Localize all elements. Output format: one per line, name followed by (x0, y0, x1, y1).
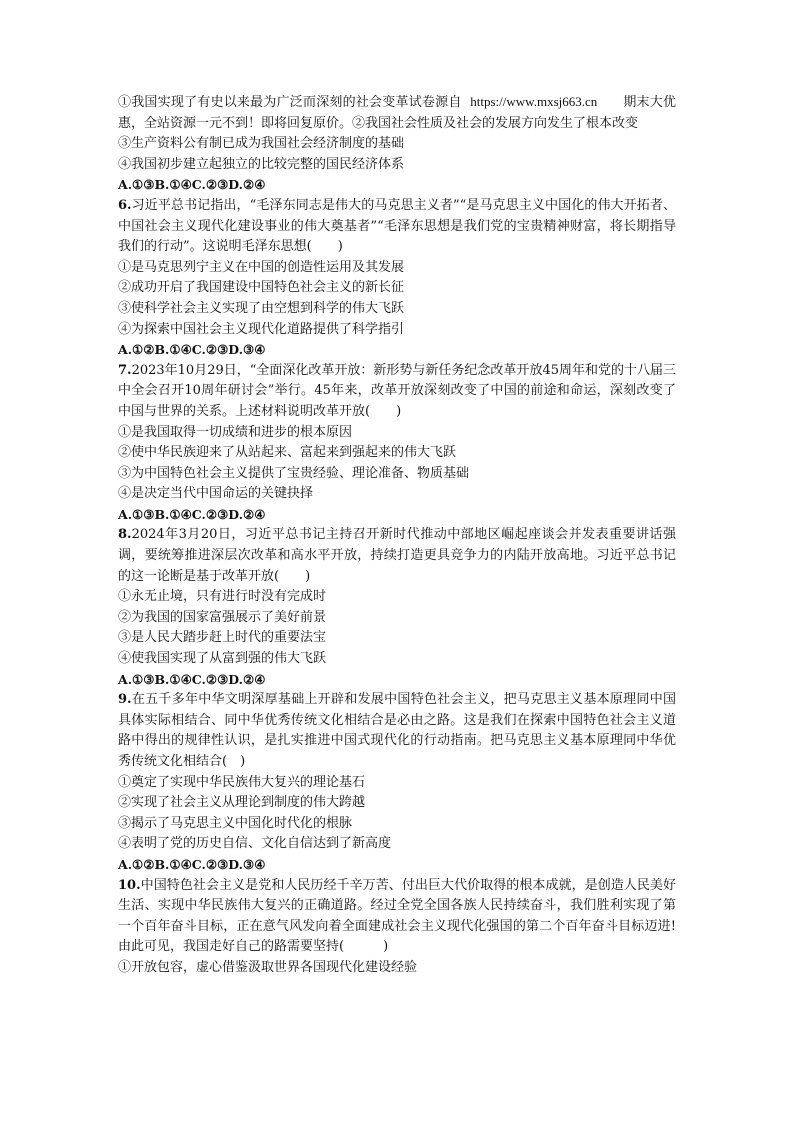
q10-stem-text: 中国特色社会主义是党和人民历经千辛万苦、付出巨大代价取得的根本成就，是创造人民美好生活、实现中华民族伟大复兴的正确道路。经过全党全国各族人民持续奋斗，我们胜利实现了第一个百年奋斗目标，正在意气风发向着全面建成社会主义现代化强国的第二个百年奋斗目标迈进!由此可见，我国走好自己的路需要坚持( ) (118, 877, 676, 955)
q8-stem (118, 525, 676, 587)
q6-number: 6. (118, 197, 132, 213)
q6-option-1: ①是马克思列宁主义在中国的创造性运用及其发展 (118, 259, 405, 275)
watermark-url: https://www.mxsj663.cn (470, 94, 598, 109)
q8-stem-text: 2024年3月20日，习近平总书记主持召开新时代推动中部地区崛起座谈会并发表重要讲话强调，要统筹推进深层次改革和高水平开放，持续打造更具竞争力的内陆开放高地。习近平总书记的这一论断是基于改革开放( ) (118, 527, 676, 584)
q5-option-1-part1: ①我国实现了有史以来最为广泛而深刻的社会变革试卷源自 (118, 95, 462, 110)
q5-options-block (118, 92, 676, 134)
q8-option-2: ②为我国的国家富强展示了美好前景 (118, 609, 327, 625)
q7-stem (118, 361, 676, 423)
q9-stem-text: 在五千多年中华文明深厚基础上开辟和发展中国特色社会主义，把马克思主义基本原理同中国具体实际相结合、同中华优秀传统文化相结合是必由之路。这是我们在探索中国特色社会主义道路中得出的规律性认识，是扎实推进中国式现代化的行动指南。把马克思主义基本原理同中华优秀传统文化相结合( ) (118, 692, 676, 769)
q7-option-4: ④是决定当代中国命运的关键抉择 (118, 486, 314, 502)
q9-option-4: ④表明了党的历史自信、文化自信达到了新高度 (118, 836, 392, 852)
q9-option-1: ①奠定了实现中华民族伟大复兴的理论基石 (118, 774, 366, 790)
q8-answer-choices: A.①③B.①④C.②③D.②④ (118, 671, 266, 687)
q7-stem-text: 2023年10月29日，“全面深化改革开放：新形势与新任务纪念改革开放45周年和党的十八届三中全会召开10周年研讨会”举行。45年来，改革开放深刻改变了中国的前途和命运，深刻改变了中国与世界的关系。上述材料说明改革开放( ) (118, 362, 676, 419)
q6-answer-choices: A.①②B.①④C.②③D.③④ (118, 342, 266, 358)
q8-option-1: ①永无止境，只有进行时没有完成时 (118, 589, 327, 605)
q10-option-1: ①开放包容，虚心借鉴汲取世界各国现代化建设经验 (118, 959, 418, 975)
q6-stem-text: 习近平总书记指出，“毛泽东同志是伟大的马克思主义者”“是马克思主义中国化的伟大开拓者、中国社会主义现代化建设事业的伟大奠基者”“毛泽东思想是我们党的宝贵精神财富，将长期指导我们的行动”。这说明毛泽东思想( ) (118, 197, 676, 255)
q8-option-4: ④使我国实现了从富到强的伟大飞跃 (118, 651, 327, 667)
q10-stem (118, 876, 676, 958)
q9-number: 9. (118, 692, 132, 708)
q7-answer-choices: A.①③B.①④C.②③D.②④ (118, 506, 266, 522)
q5-option-3: ③生产资料公有制已成为我国社会经济制度的基础 (118, 136, 405, 152)
q9-option-2: ②实现了社会主义从理论到制度的伟大跨越 (118, 795, 366, 811)
document-page (118, 92, 676, 979)
q8-number: 8. (118, 527, 132, 543)
q6-option-4: ④为探索中国社会主义现代化道路提供了科学指引 (118, 321, 405, 337)
q8-option-3: ③是人民大踏步赶上时代的重要法宝 (118, 630, 327, 646)
q7-option-3: ③为中国特色社会主义提供了宝贵经验、理论准备、物质基础 (118, 465, 470, 481)
q5-option-2: ②我国社会性质及社会的发展方向发生了根本改变 (352, 115, 639, 131)
q7-option-1: ①是我国取得一切成绩和进步的根本原因 (118, 424, 353, 440)
q5-option-4: ④我国初步建立起独立的比较完整的国民经济体系 (118, 156, 405, 172)
q6-stem (118, 196, 676, 258)
q7-number: 7. (118, 362, 132, 378)
q9-answer-choices: A.①②B.①④C.②③D.③④ (118, 856, 266, 872)
q9-stem (118, 690, 676, 772)
q6-option-2: ②成功开启了我国建设中国特色社会主义的新长征 (118, 280, 405, 296)
q5-answer-choices: A.①③B.①④C.②③D.②④ (118, 177, 266, 193)
q10-number: 10. (118, 877, 141, 893)
q7-option-2: ②使中华民族迎来了从站起来、富起来到强起来的伟大飞跃 (118, 445, 457, 461)
q6-option-3: ③使科学社会主义实现了由空想到科学的伟大飞跃 (118, 300, 405, 316)
q9-option-3: ③揭示了马克思主义中国化时代化的根脉 (118, 815, 353, 831)
watermark-promo: 期末大优惠，全站资源一元不到！即将回复原价。 (118, 95, 676, 131)
